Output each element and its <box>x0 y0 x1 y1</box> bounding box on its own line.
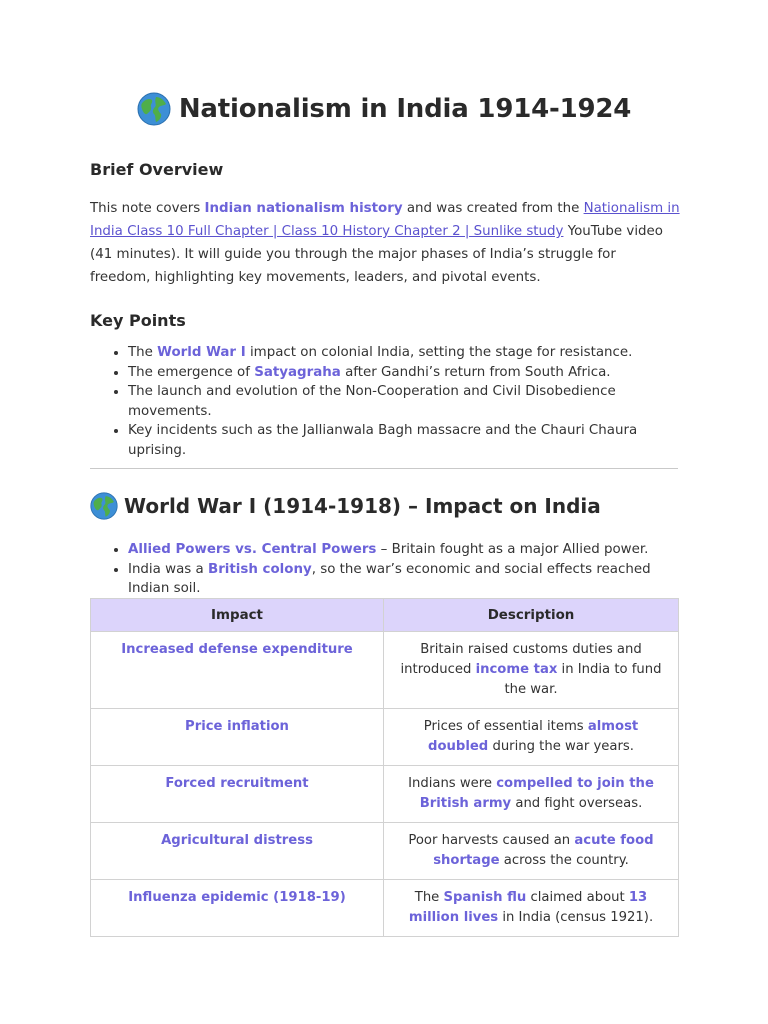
description-cell: Poor harvests caused an acute food shortage across the country. <box>384 823 679 880</box>
globe-icon <box>137 92 171 126</box>
globe-icon <box>90 492 118 520</box>
section-divider <box>90 468 678 469</box>
ww1-heading-text: World War I (1914-1918) – Impact on India <box>124 494 601 518</box>
column-header-impact: Impact <box>91 599 384 632</box>
page-title <box>0 92 768 126</box>
ww1-highlight: British colony <box>207 561 312 577</box>
ww1-heading <box>90 492 601 520</box>
overview-text-3: YouTube video (41 minutes). It will guide you through the major phases of India’s struggle for freedom, highlighting key movements, leaders, and pivotal events. <box>90 224 663 285</box>
description-cell: Britain raised customs duties and introduced income tax in India to fund the war. <box>384 632 679 709</box>
list-item: • The emergence of Satyagraha after Gandhi’s return from South Africa. <box>128 363 688 383</box>
impact-cell: Increased defense expenditure <box>91 632 384 709</box>
table-row <box>91 632 679 709</box>
key-points-heading: Key Points <box>90 311 186 330</box>
overview-heading: Brief Overview <box>90 160 224 179</box>
list-item: • Key incidents such as the Jallianwala Bagh massacre and the Chauri Chaura uprising. <box>128 421 688 460</box>
overview-text-1: This note covers <box>90 201 205 216</box>
column-header-description: Description <box>384 599 679 632</box>
table-header-row <box>91 599 679 632</box>
list-item: • The World War I impact on colonial India, setting the stage for resistance. <box>128 343 688 363</box>
list-item: • Allied Powers vs. Central Powers – Britain fought as a major Allied power. <box>128 540 688 560</box>
list-item: • The launch and evolution of the Non-Cooperation and Civil Disobedience movements. <box>128 382 688 421</box>
overview-text-2: and was created from the <box>402 201 584 216</box>
key-point-highlight: Satyagraha <box>254 364 341 380</box>
table-row <box>91 823 679 880</box>
impact-cell: Agricultural distress <box>91 823 384 880</box>
table-row <box>91 880 679 937</box>
table-row <box>91 709 679 766</box>
overview-paragraph <box>90 197 680 289</box>
impact-table <box>90 598 679 937</box>
description-cell: Indians were compelled to join the British army and fight overseas. <box>384 766 679 823</box>
page-title-text: Nationalism in India 1914-1924 <box>178 94 632 124</box>
table-row <box>91 766 679 823</box>
ww1-highlight: Allied Powers vs. Central Powers <box>128 542 377 557</box>
description-cell: Prices of essential items almost doubled during the war years. <box>384 709 679 766</box>
impact-cell: Influenza epidemic (1918-19) <box>91 880 384 937</box>
list-item: • India was a British colony, so the war’s economic and social effects reached Indian soil. <box>128 560 688 599</box>
ww1-bullets <box>90 540 688 599</box>
source-video-link[interactable]: Nationalism in India Class 10 Full Chapter | Class 10 History Chapter 2 | Sunlike study <box>90 201 680 239</box>
impact-cell: Forced recruitment <box>91 766 384 823</box>
overview-highlight: Indian nationalism history <box>204 201 403 216</box>
key-points-list <box>90 343 688 460</box>
impact-cell: Price inflation <box>91 709 384 766</box>
description-cell: The Spanish flu claimed about 13 million lives in India (census 1921). <box>384 880 679 937</box>
key-point-highlight: World War I <box>157 345 246 360</box>
